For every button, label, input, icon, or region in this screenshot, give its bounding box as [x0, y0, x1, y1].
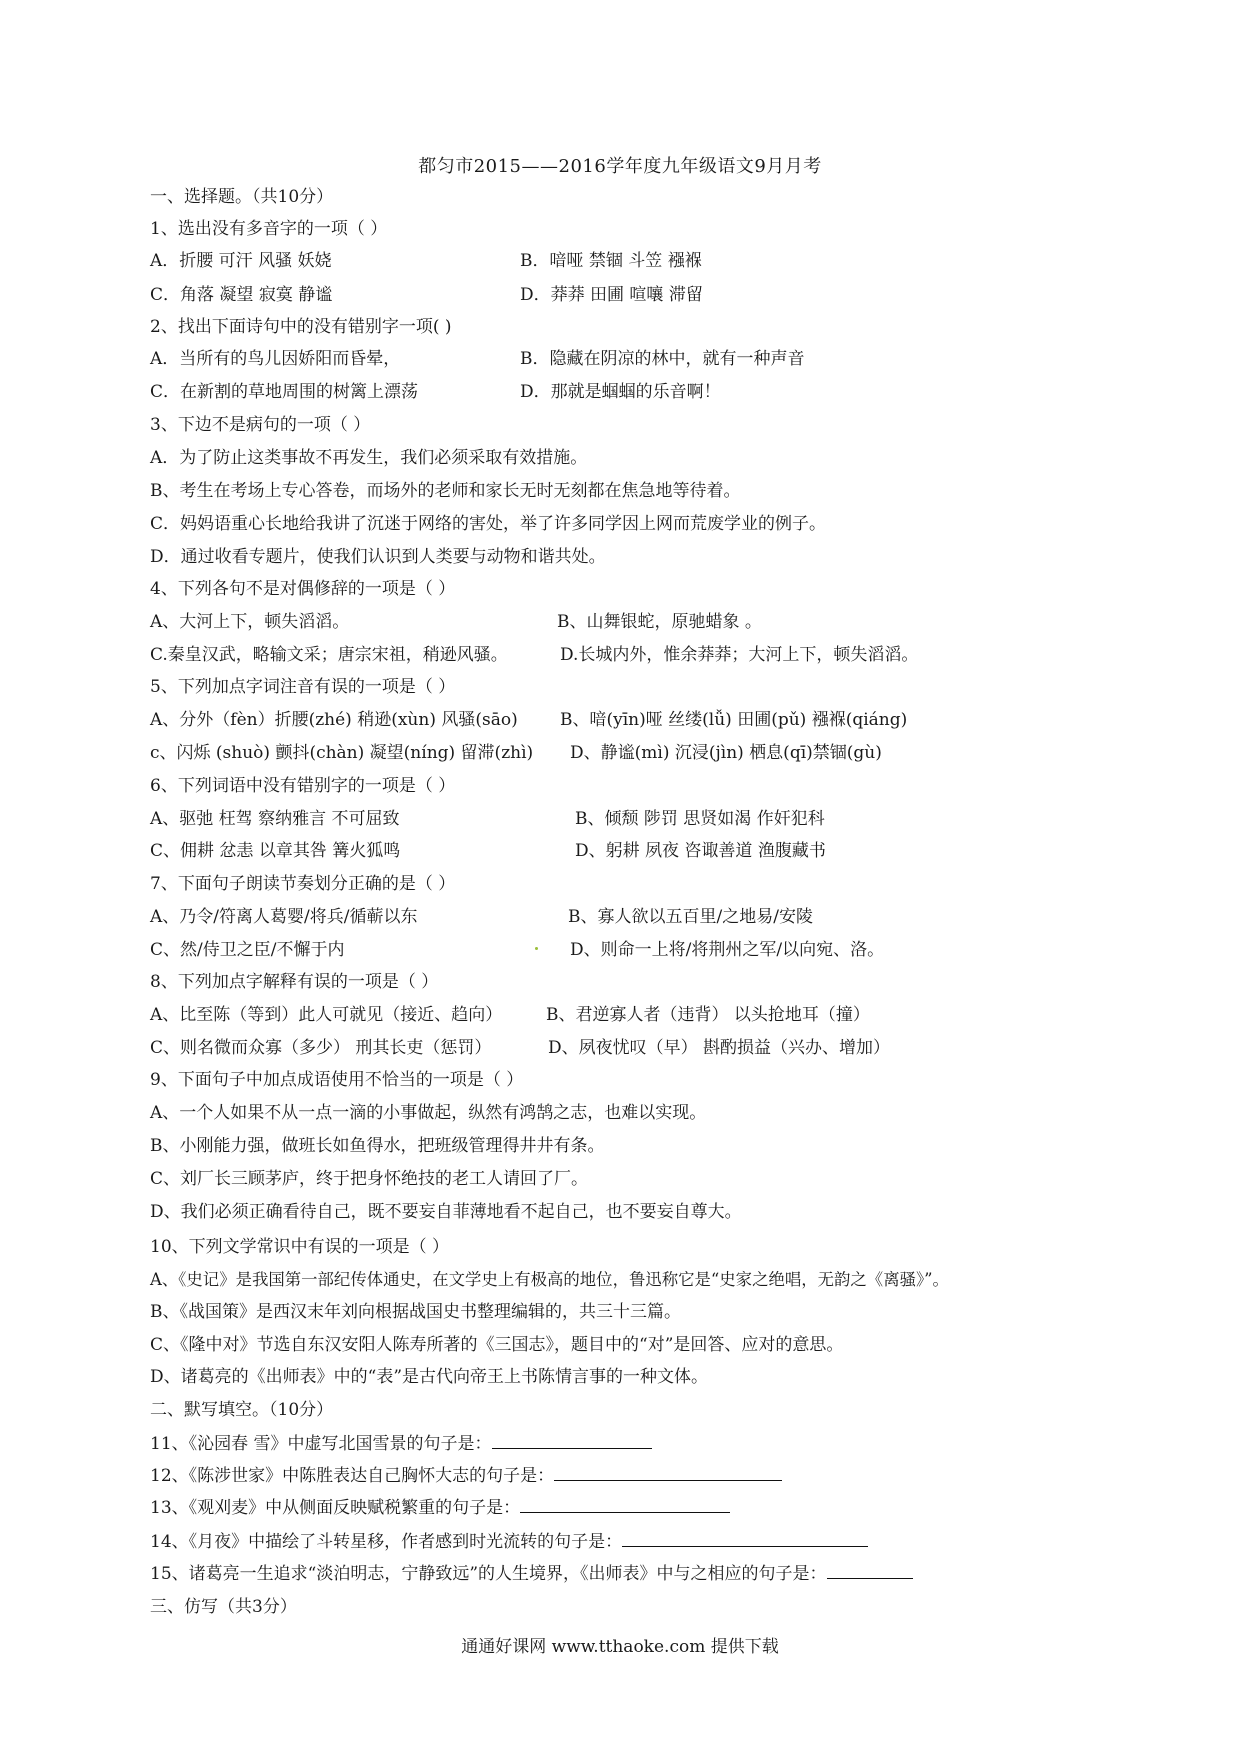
section-heading-3: 三、仿写（共3分） — [150, 1597, 297, 1617]
q14-row — [150, 1530, 868, 1553]
q9-option-b: B、小刚能力强，做班长如鱼得水，把班级管理得井井有条。 — [150, 1136, 605, 1156]
q7-option-b: B、寡人欲以五百里/之地易/安陵 — [568, 907, 813, 927]
q9-option-a: A、一个人如果不从一点一滴的小事做起，纵然有鸿鹄之志，也难以实现。 — [150, 1103, 707, 1123]
q6-option-c: C、佣耕 忿恚 以章其咎 篝火狐鸣 — [150, 841, 401, 861]
page-footer: 通通好课网 www.tthaoke.com 提供下载 — [461, 1637, 779, 1657]
q7-stem: 7、下面句子朗读节奏划分正确的是（ ） — [150, 874, 456, 894]
q11-answer-blank[interactable] — [492, 1432, 652, 1449]
section-heading-1: 一、选择题。（共10分） — [150, 187, 334, 207]
q7-option-d: D、则命一上将/将荆州之军/以向宛、洛。 — [570, 940, 885, 960]
q5-stem: 5、下列加点字词注音有误的一项是（ ） — [150, 677, 456, 697]
q10-stem: 10、下列文学常识中有误的一项是（ ） — [150, 1237, 450, 1257]
q5-option-c: c、闪烁 (shuò) 颤抖(chàn) 凝望(níng) 留滞(zhì) — [150, 743, 534, 763]
q12-text: 12、《陈涉世家》中陈胜表达自己胸怀大志的句子是： — [150, 1466, 555, 1486]
q10-option-c: C、《隆中对》节选自东汉安阳人陈寿所著的《三国志》，题目中的“对”是回答、应对的意思。 — [150, 1335, 844, 1355]
q13-row — [150, 1496, 730, 1519]
q10-option-d: D、诸葛亮的《出师表》中的“表”是古代向帝王上书陈情言事的一种文体。 — [150, 1367, 709, 1387]
q4-option-a: A、大河上下，顿失滔滔。 — [150, 612, 350, 632]
q7-option-a: A、乃令/符离人葛婴/将兵/循蕲以东 — [150, 907, 418, 927]
q3-option-d: D．通过收看专题片，使我们认识到人类要与动物和谐共处。 — [150, 547, 606, 567]
page-title: 都匀市2015——2016学年度九年级语文9月月考 — [418, 156, 822, 177]
q1-option-a: A．折腰 可汗 风骚 妖娆 — [150, 251, 332, 271]
q4-option-b: B、山舞银蛇，原驰蜡象 。 — [557, 612, 762, 632]
q5-option-b: B、喑(yīn)哑 丝缕(lǚ) 田圃(pǔ) 襁褓(qiáng) — [560, 710, 908, 730]
q3-option-a: A．为了防止这类事故不再发生，我们必须采取有效措施。 — [150, 448, 588, 468]
q2-option-a: A．当所有的鸟儿因娇阳而昏晕， — [150, 349, 401, 369]
q4-stem: 4、下列各句不是对偶修辞的一项是（ ） — [150, 579, 456, 599]
q5-option-a: A、分外（fèn）折腰(zhé) 稍逊(xùn) 风骚(sāo) — [150, 710, 518, 730]
q9-stem: 9、下面句子中加点成语使用不恰当的一项是（ ） — [150, 1070, 524, 1090]
q4-option-c: C.秦皇汉武，略输文采；唐宗宋祖，稍逊风骚。 — [150, 645, 508, 665]
q3-option-c: C．妈妈语重心长地给我讲了沉迷于网络的害处，举了许多同学因上网而荒废学业的例子。 — [150, 514, 827, 534]
q9-option-c: C、刘厂长三顾茅庐，终于把身怀绝技的老工人请回了厂。 — [150, 1169, 589, 1189]
q4-option-d: D.长城内外，惟余莽莽；大河上下，顿失滔滔。 — [560, 645, 919, 665]
q12-answer-blank[interactable] — [554, 1464, 782, 1481]
q10-option-a: A、《史记》是我国第一部纪传体通史，在文学史上有极高的地位，鲁迅称它是“史家之绝唱，无韵之《离骚》”。 — [150, 1270, 949, 1289]
q1-stem: 1、选出没有多音字的一项（ ） — [150, 219, 388, 239]
q11-row — [150, 1432, 652, 1455]
q6-option-b: B、倾颓 陟罚 思贤如渴 作奸犯科 — [575, 809, 825, 829]
q12-row — [150, 1464, 782, 1487]
q8-option-d: D、夙夜忧叹（早） 斟酌损益（兴办、增加） — [548, 1038, 891, 1058]
q15-text: 15、诸葛亮一生追求“淡泊明志，宁静致远”的人生境界，《出师表》中与之相应的句子是： — [150, 1564, 827, 1584]
q15-row — [150, 1562, 913, 1585]
q3-stem: 3、下边不是病句的一项（ ） — [150, 415, 371, 435]
section-heading-2: 二、默写填空。（10分） — [150, 1400, 334, 1420]
q3-option-b: B、考生在考场上专心答卷，而场外的老师和家长无时无刻都在焦急地等待着。 — [150, 481, 741, 501]
q2-option-c: C．在新割的草地周围的树篱上漂荡 — [150, 382, 419, 402]
q6-option-a: A、驱弛 枉驾 察纳雅言 不可屈致 — [150, 809, 400, 829]
q15-answer-blank[interactable] — [827, 1562, 913, 1579]
q8-stem: 8、下列加点字解释有误的一项是（ ） — [150, 972, 439, 992]
q1-option-d: D．莽莽 田圃 喧嚷 滞留 — [520, 285, 703, 305]
q14-text: 14、《月夜》中描绘了斗转星移，作者感到时光流转的句子是： — [150, 1532, 623, 1552]
q9-option-d: D、我们必须正确看待自己，既不要妄自菲薄地看不起自己，也不要妄自尊大。 — [150, 1202, 742, 1222]
q13-text: 13、《观刈麦》中从侧面反映赋税繁重的句子是： — [150, 1498, 521, 1518]
q13-answer-blank[interactable] — [520, 1496, 730, 1513]
q6-option-d: D、躬耕 夙夜 咨诹善道 渔腹藏书 — [575, 841, 826, 861]
q10-option-b: B、《战国策》是西汉末年刘向根据战国史书整理编辑的，共三十三篇。 — [150, 1302, 681, 1322]
q2-option-b: B．隐藏在阴凉的林中，就有一种声音 — [520, 349, 805, 369]
q5-option-d: D、静谧(mì) 沉浸(jìn) 栖息(qī)禁锢(gù) — [570, 743, 882, 763]
q8-option-b: B、君逆寡人者（违背） 以头抢地耳（撞） — [546, 1005, 870, 1025]
scan-speck — [535, 947, 538, 950]
q8-option-a: A、比至陈（等到）此人可就见（接近、趋向） — [150, 1005, 503, 1025]
q1-option-c: C．角落 凝望 寂寞 静谧 — [150, 285, 333, 305]
q8-option-c: C、则名微而众寡（多少） 刑其长吏（惩罚） — [150, 1038, 492, 1058]
q14-answer-blank[interactable] — [622, 1530, 868, 1547]
q7-option-c: C、然/侍卫之臣/不懈于内 — [150, 940, 345, 960]
q2-stem: 2、找出下面诗句中的没有错别字一项( ) — [150, 317, 452, 337]
q1-option-b: B．喑哑 禁锢 斗笠 襁褓 — [520, 251, 702, 271]
q6-stem: 6、下列词语中没有错别字的一项是（ ） — [150, 776, 456, 796]
q11-text: 11、《沁园春 雪》中虚写北国雪景的句子是： — [150, 1434, 492, 1454]
q2-option-d: D．那就是蝈蝈的乐音啊！ — [520, 382, 721, 402]
